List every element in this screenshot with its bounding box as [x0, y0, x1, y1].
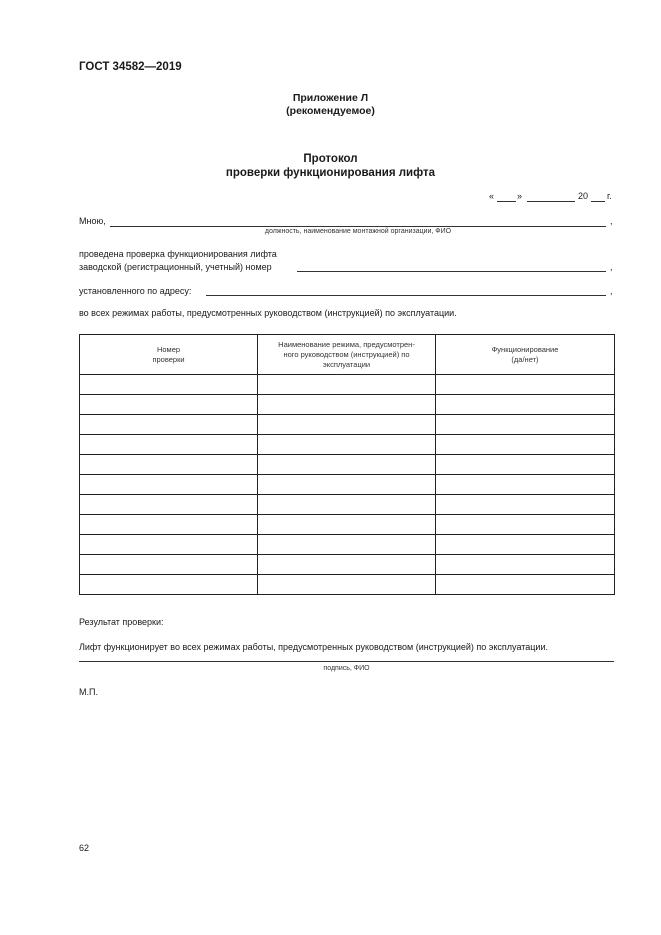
table-row [80, 475, 615, 495]
modes-text: во всех режимах работы, предусмотренных руководством (инструкцией) по эксплуатации. [79, 308, 457, 318]
by-label: Мною, [79, 216, 106, 226]
table-row [80, 535, 615, 555]
table-row [80, 415, 615, 435]
standard-header: ГОСТ 34582—2019 [79, 61, 182, 73]
table-cell[interactable] [80, 415, 258, 435]
table-cell[interactable] [258, 535, 436, 555]
table-cell[interactable] [80, 515, 258, 535]
table-cell[interactable] [436, 395, 615, 415]
month-blank[interactable] [527, 201, 575, 202]
address-label: установленного по адресу: [79, 286, 192, 296]
table-row [80, 455, 615, 475]
by-blank[interactable] [110, 226, 606, 227]
table-cell[interactable] [258, 575, 436, 595]
table-cell[interactable] [80, 575, 258, 595]
year-blank[interactable] [591, 201, 605, 202]
table-cell[interactable] [436, 435, 615, 455]
serial-number-blank[interactable] [297, 271, 606, 272]
day-blank[interactable] [497, 201, 516, 202]
year-prefix: 20 [578, 191, 589, 201]
header-check-number: Номер проверки [80, 335, 258, 375]
table-header-row [80, 335, 615, 375]
table-cell[interactable] [436, 555, 615, 575]
table-cell[interactable] [80, 555, 258, 575]
address-blank[interactable] [206, 295, 606, 296]
date-close-quote: » [517, 191, 523, 201]
table-row [80, 515, 615, 535]
table-row [80, 555, 615, 575]
table-cell[interactable] [258, 415, 436, 435]
table-cell[interactable] [80, 395, 258, 415]
checks-table [79, 334, 615, 595]
result-text: Лифт функционирует во всех режимах работы, предусмотренных руководством (инструкцией) по эксплуатации. [79, 642, 548, 652]
table-cell[interactable] [436, 575, 615, 595]
stamp-label: М.П. [79, 687, 98, 697]
table-cell[interactable] [258, 455, 436, 475]
table-row [80, 575, 615, 595]
table-cell[interactable] [258, 515, 436, 535]
table-cell[interactable] [436, 415, 615, 435]
check-line2: заводской (регистрационный, учетный) номер [79, 262, 272, 272]
table-cell[interactable] [80, 495, 258, 515]
date-open-quote: « [489, 191, 495, 201]
table-cell[interactable] [258, 395, 436, 415]
serial-comma: , [610, 262, 613, 272]
table-cell[interactable] [258, 375, 436, 395]
table-cell[interactable] [80, 375, 258, 395]
year-suffix: г. [607, 191, 612, 201]
table-cell[interactable] [258, 435, 436, 455]
table-cell[interactable] [258, 555, 436, 575]
page-number: 62 [79, 843, 90, 853]
table-row [80, 375, 615, 395]
protocol-title: Протокол [303, 153, 358, 165]
appendix-subtitle: (рекомендуемое) [286, 105, 375, 117]
table-cell[interactable] [436, 515, 615, 535]
table-row [80, 495, 615, 515]
protocol-subtitle: проверки функционирования лифта [225, 167, 436, 179]
table-cell[interactable] [436, 535, 615, 555]
table-cell[interactable] [436, 375, 615, 395]
signature-blank[interactable] [79, 661, 614, 662]
signature-hint: подпись, ФИО [323, 665, 370, 672]
table-cell[interactable] [80, 455, 258, 475]
table-cell[interactable] [80, 475, 258, 495]
by-hint: должность, наименование монтажной организации, ФИО [264, 228, 452, 235]
table-cell[interactable] [436, 475, 615, 495]
header-functioning: Функционирование (да/нет) [436, 335, 615, 375]
by-comma: , [610, 216, 613, 226]
table-cell[interactable] [80, 535, 258, 555]
table-cell[interactable] [436, 455, 615, 475]
address-comma: , [610, 286, 613, 296]
result-label: Результат проверки: [79, 617, 164, 627]
check-line1: проведена проверка функционирования лифта [79, 249, 277, 259]
table-row [80, 395, 615, 415]
table-cell[interactable] [80, 435, 258, 455]
table-row [80, 435, 615, 455]
appendix-title: Приложение Л [292, 92, 369, 104]
header-mode-name: Наименование режима, предусмотрен- ного руководством (инструкцией) по эксплуатации [258, 335, 436, 375]
table-cell[interactable] [258, 475, 436, 495]
table-cell[interactable] [436, 495, 615, 515]
table-cell[interactable] [258, 495, 436, 515]
